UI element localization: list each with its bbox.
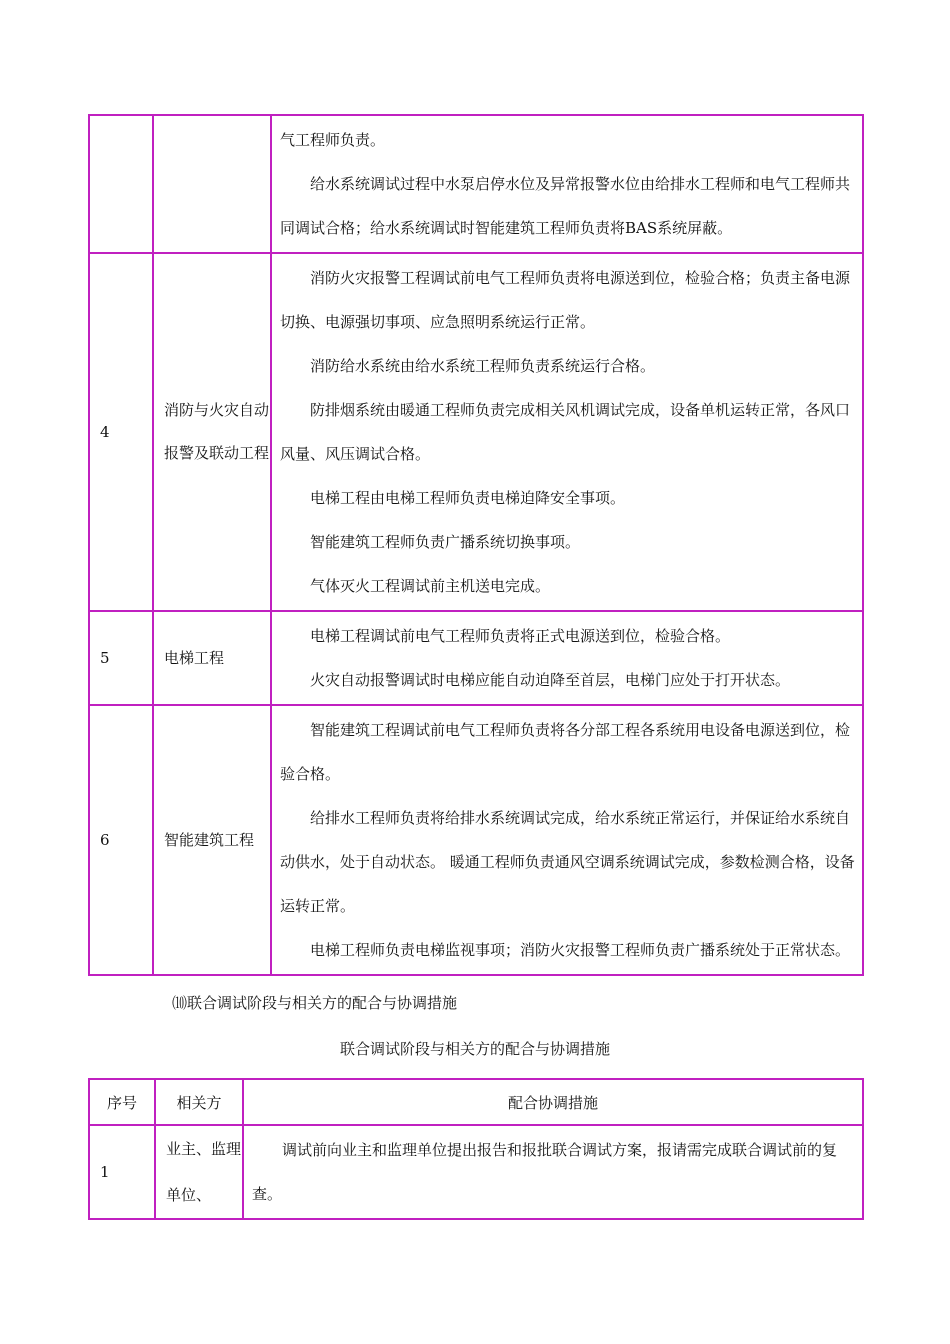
description-paragraph: 电梯工程由电梯工程师负责电梯迫降安全事项。	[310, 489, 626, 507]
table-row	[89, 1125, 863, 1219]
row-number	[89, 115, 153, 253]
description-paragraph: 智能建筑工程调试前电气工程师负责将各分部工程各系统用电设备电源送到位，检验合格。	[280, 721, 851, 783]
row-description	[271, 705, 863, 975]
description-paragraph: 气体灭火工程调试前主机送电完成。	[310, 577, 551, 595]
table-caption: 联合调试阶段与相关方的配合与协调措施	[339, 1040, 610, 1058]
row-number: 5	[89, 611, 153, 705]
description-paragraph: 电梯工程师负责电梯监视事项；消防火灾报警工程师负责广播系统处于正常状态。	[310, 941, 851, 959]
table-header-row	[89, 1079, 863, 1125]
row-project-name: 智能建筑工程	[153, 705, 271, 975]
description-paragraph: 电梯工程调试前电气工程师负责将正式电源送到位，检验合格。	[310, 627, 731, 645]
description-paragraph: 消防火灾报警工程调试前电气工程师负责将电源送到位，检验合格；负责主备电源切换、电源强切事项、应急照明系统运行正常。	[280, 269, 851, 331]
table-row	[89, 705, 863, 975]
row-related-party: 业主、监理单位、	[155, 1125, 243, 1219]
header-cell-measures: 配合协调措施	[243, 1079, 863, 1125]
description-paragraph: 智能建筑工程师负责广播系统切换事项。	[310, 533, 581, 551]
header-cell-party: 相关方	[155, 1079, 243, 1125]
row-number: 4	[89, 253, 153, 611]
row-number: 1	[89, 1125, 155, 1219]
description-paragraph: 给排水工程师负责将给排水系统调试完成，给水系统正常运行，并保证给水系统自动供水，处于自动状态。 暖通工程师负责通风空调系统调试完成，参数检测合格，设备运转正常。	[280, 809, 855, 915]
description-paragraph: 火灾自动报警调试时电梯应能自动迫降至首层，电梯门应处于打开状态。	[310, 671, 791, 689]
section-heading: ⑽联合调试阶段与相关方的配合与协调措施	[172, 994, 458, 1012]
row-description	[271, 253, 863, 611]
row-description	[271, 611, 863, 705]
description-paragraph: 防排烟系统由暖通工程师负责完成相关风机调试完成，设备单机运转正常，各风口风量、风压调试合格。	[280, 401, 851, 463]
row-measures	[243, 1125, 863, 1219]
measures-paragraph: 调试前向业主和监理单位提出报告和报批联合调试方案，报请需完成联合调试前的复查。	[252, 1141, 838, 1203]
row-number: 6	[89, 705, 153, 975]
coordination-table-continued	[88, 114, 864, 976]
table-row	[89, 253, 863, 611]
row-project-name: 消防与火灾自动报警及联动工程	[153, 253, 271, 611]
table-row	[89, 115, 863, 253]
coordination-measures-table	[88, 1078, 864, 1220]
description-paragraph: 给水系统调试过程中水泵启停水位及异常报警水位由给排水工程师和电气工程师共同调试合格；给水系统调试时智能建筑工程师负责将BAS系统屏蔽。	[280, 175, 851, 237]
row-project-name: 电梯工程	[153, 611, 271, 705]
description-paragraph: 消防给水系统由给水系统工程师负责系统运行合格。	[310, 357, 656, 375]
row-description	[271, 115, 863, 253]
table-row	[89, 611, 863, 705]
description-paragraph: 气工程师负责。	[280, 131, 386, 149]
header-cell-number: 序号	[89, 1079, 155, 1125]
row-project-name	[153, 115, 271, 253]
